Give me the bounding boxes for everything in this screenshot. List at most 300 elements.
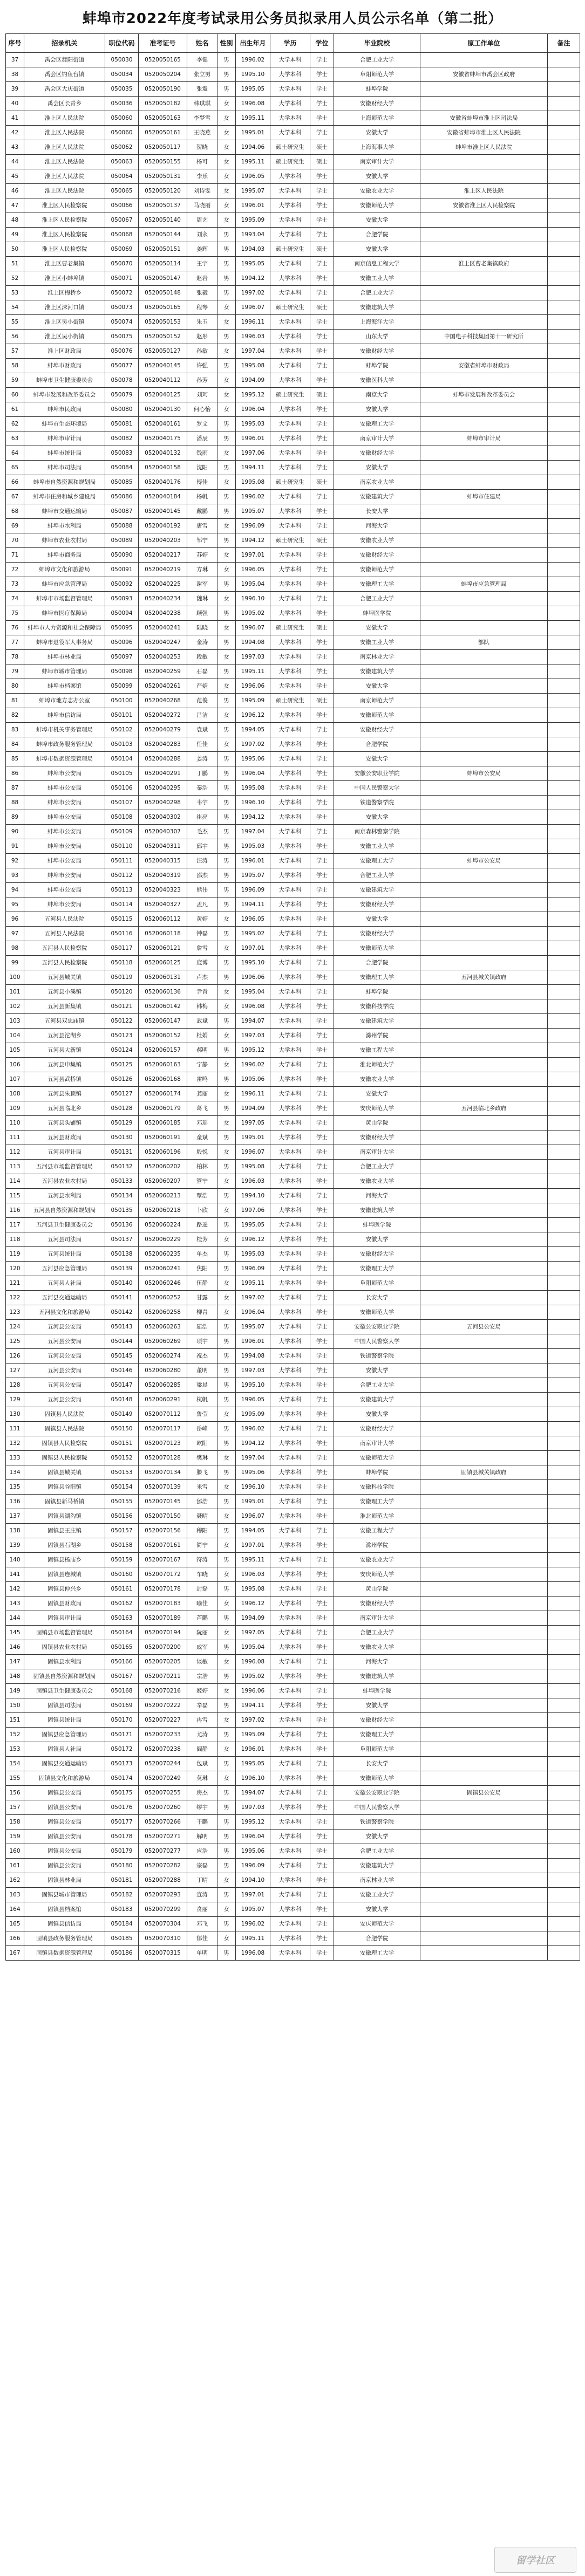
- table-cell: 何心怡: [187, 402, 217, 417]
- table-cell: 女: [217, 679, 236, 694]
- table-cell: 固镇县公安局: [24, 1859, 105, 1873]
- table-cell: 蚌埠市应急管理局: [24, 577, 105, 592]
- table-cell: 165: [6, 1917, 24, 1931]
- table-cell: 五河县人民检察院: [24, 941, 105, 956]
- table-cell: [420, 898, 548, 912]
- table-row: [6, 1378, 580, 1393]
- table-cell: 安徽财经大学: [334, 344, 420, 359]
- table-cell: 050120: [105, 985, 139, 999]
- table-cell: 050132: [105, 1160, 139, 1174]
- table-cell: 李梦雪: [187, 111, 217, 126]
- table-cell: 123: [6, 1305, 24, 1320]
- table-cell: 五河县临北乡: [24, 1101, 105, 1116]
- table-cell: 男: [217, 854, 236, 868]
- table-cell: 长安大学: [334, 504, 420, 519]
- table-cell: [548, 1218, 580, 1232]
- table-cell: 朱玉: [187, 315, 217, 330]
- table-cell: 学士: [310, 1931, 334, 1946]
- table-cell: 学士: [310, 1495, 334, 1509]
- table-cell: 1995.02: [236, 927, 270, 941]
- table-row: [6, 330, 580, 344]
- table-cell: 安徽理工大学: [334, 1946, 420, 1961]
- table-cell: 0520050148: [139, 286, 187, 300]
- table-row: [6, 1917, 580, 1931]
- table-cell: 男: [217, 228, 236, 242]
- table-cell: 0520070117: [139, 1422, 187, 1436]
- table-cell: 118: [6, 1232, 24, 1247]
- table-cell: 学士: [310, 1742, 334, 1757]
- table-cell: 100: [6, 970, 24, 985]
- table-row: [6, 286, 580, 300]
- table-cell: 男: [217, 1364, 236, 1378]
- table-cell: [548, 242, 580, 257]
- table-cell: 138: [6, 1524, 24, 1538]
- table-cell: 学士: [310, 67, 334, 82]
- header-cell: 原工作单位: [420, 34, 548, 53]
- table-cell: 126: [6, 1349, 24, 1364]
- table-cell: 0520060131: [139, 970, 187, 985]
- table-cell: 贺晓: [187, 140, 217, 155]
- table-cell: 0520060191: [139, 1131, 187, 1145]
- table-cell: 050149: [105, 1407, 139, 1422]
- table-row: [6, 504, 580, 519]
- table-cell: 安徽农业大学: [334, 1553, 420, 1567]
- table-cell: 男: [217, 956, 236, 970]
- table-cell: 安徽大学: [334, 1087, 420, 1101]
- table-row: [6, 1844, 580, 1859]
- table-cell: [548, 621, 580, 635]
- table-cell: 五河县农业农村局: [24, 1174, 105, 1189]
- table-cell: 学士: [310, 82, 334, 97]
- table-cell: 大学本科: [270, 679, 310, 694]
- table-cell: 五河县头铺镇: [24, 1116, 105, 1131]
- table-cell: 滕飞: [187, 1465, 217, 1480]
- table-cell: 050072: [105, 286, 139, 300]
- table-cell: 0520070271: [139, 1830, 187, 1844]
- table-cell: 阜阳师范大学: [334, 1276, 420, 1291]
- table-cell: 姬婷: [187, 1684, 217, 1698]
- table-cell: 蚌埠市应急管理局: [420, 577, 548, 592]
- table-cell: [420, 1713, 548, 1728]
- table-cell: [420, 1043, 548, 1058]
- table-cell: 0520070315: [139, 1946, 187, 1961]
- table-cell: 大学本科: [270, 1844, 310, 1859]
- table-row: [6, 1262, 580, 1276]
- table-row: [6, 461, 580, 475]
- table-cell: 山东大学: [334, 330, 420, 344]
- table-cell: 硕士研究生: [270, 475, 310, 490]
- table-cell: 学士: [310, 431, 334, 446]
- table-cell: 1996.07: [236, 621, 270, 635]
- table-cell: [548, 1655, 580, 1669]
- table-cell: 46: [6, 184, 24, 198]
- table-cell: 60: [6, 388, 24, 402]
- table-cell: 学士: [310, 810, 334, 825]
- table-cell: 学士: [310, 1844, 334, 1859]
- table-cell: 1996.02: [236, 1422, 270, 1436]
- table-cell: 0520060263: [139, 1320, 187, 1334]
- table-cell: 安徽建筑大学: [334, 883, 420, 898]
- table-cell: 大学本科: [270, 1029, 310, 1043]
- table-cell: 南京审计大学: [334, 431, 420, 446]
- table-cell: 解明: [187, 1830, 217, 1844]
- table-cell: [548, 766, 580, 781]
- table-cell: 学士: [310, 257, 334, 271]
- table-cell: [548, 1844, 580, 1859]
- table-cell: 学士: [310, 1538, 334, 1553]
- table-cell: 38: [6, 67, 24, 82]
- table-cell: 女: [217, 1873, 236, 1888]
- table-cell: 女: [217, 941, 236, 956]
- table-cell: 1996.06: [236, 1684, 270, 1698]
- table-cell: [420, 548, 548, 563]
- table-cell: 刘永: [187, 228, 217, 242]
- table-cell: 1996.03: [236, 1174, 270, 1189]
- table-cell: 男: [217, 1349, 236, 1364]
- table-cell: 蚌埠市公安局: [24, 825, 105, 839]
- table-cell: 大学本科: [270, 1582, 310, 1597]
- table-cell: [420, 504, 548, 519]
- table-cell: 大学本科: [270, 664, 310, 679]
- table-cell: [548, 548, 580, 563]
- table-cell: 固镇县人社局: [24, 1742, 105, 1757]
- table-row: [6, 519, 580, 533]
- table-cell: 0520060152: [139, 1029, 187, 1043]
- table-cell: 固镇县卫生健康委员会: [24, 1684, 105, 1698]
- table-cell: 男: [217, 1524, 236, 1538]
- table-cell: 安徽师范大学: [334, 1305, 420, 1320]
- table-cell: 淮上区人民法院: [24, 155, 105, 169]
- table-cell: 1996.10: [236, 1480, 270, 1495]
- table-cell: [548, 1742, 580, 1757]
- table-cell: [420, 373, 548, 388]
- table-cell: 安徽师范大学: [334, 708, 420, 723]
- table-cell: 1994.07: [236, 1786, 270, 1800]
- table-cell: 男: [217, 606, 236, 621]
- table-cell: 050109: [105, 825, 139, 839]
- table-cell: [420, 402, 548, 417]
- table-cell: 大学本科: [270, 941, 310, 956]
- table-row: [6, 1553, 580, 1567]
- table-cell: [420, 1873, 548, 1888]
- table-cell: 0520070249: [139, 1771, 187, 1786]
- table-cell: 59: [6, 373, 24, 388]
- table-cell: 中国电子科技集团第十一研究所: [420, 330, 548, 344]
- table-cell: 0520050147: [139, 271, 187, 286]
- table-cell: 淮上区人民检察院: [24, 228, 105, 242]
- table-row: [6, 1451, 580, 1465]
- table-cell: 050135: [105, 1203, 139, 1218]
- table-cell: 女: [217, 1902, 236, 1917]
- table-cell: 桂芳: [187, 1232, 217, 1247]
- table-cell: [420, 1451, 548, 1465]
- table-cell: [548, 1800, 580, 1815]
- table-cell: [420, 927, 548, 941]
- table-cell: 0520040217: [139, 548, 187, 563]
- table-cell: 安徽财经大学: [334, 898, 420, 912]
- table-cell: 050170: [105, 1713, 139, 1728]
- table-cell: 女: [217, 1291, 236, 1305]
- table-cell: [548, 344, 580, 359]
- table-cell: 蚌埠市水利局: [24, 519, 105, 533]
- table-cell: 淮上区人民检察院: [24, 242, 105, 257]
- table-header-row: [6, 34, 580, 53]
- table-cell: 0520050144: [139, 228, 187, 242]
- table-cell: [548, 446, 580, 461]
- table-cell: 大学本科: [270, 1262, 310, 1276]
- table-cell: 145: [6, 1626, 24, 1640]
- table-cell: 大学本科: [270, 1597, 310, 1611]
- table-cell: 学士: [310, 1320, 334, 1334]
- table-cell: [420, 242, 548, 257]
- table-cell: 硕士: [310, 694, 334, 708]
- table-cell: 学士: [310, 1436, 334, 1451]
- table-cell: 大学本科: [270, 1888, 310, 1902]
- table-cell: 大学本科: [270, 1131, 310, 1145]
- table-cell: 1996.02: [236, 490, 270, 504]
- table-cell: 安徽理工大学: [334, 1495, 420, 1509]
- table-cell: 大学本科: [270, 126, 310, 140]
- table-cell: 050159: [105, 1553, 139, 1567]
- table-cell: [548, 1029, 580, 1043]
- table-cell: [420, 1611, 548, 1626]
- table-cell: 1997.01: [236, 548, 270, 563]
- table-cell: 050094: [105, 606, 139, 621]
- table-cell: 78: [6, 650, 24, 664]
- table-cell: 南京大学: [334, 388, 420, 402]
- table-cell: 女: [217, 373, 236, 388]
- table-cell: 蚌埠医学院: [334, 1684, 420, 1698]
- table-cell: 安徽大学: [334, 1902, 420, 1917]
- header-cell: 姓名: [187, 34, 217, 53]
- table-cell: 蚌埠市住房和城乡建设局: [24, 490, 105, 504]
- table-cell: 128: [6, 1378, 24, 1393]
- table-row: [6, 1480, 580, 1495]
- table-cell: 合肥工业大学: [334, 1160, 420, 1174]
- table-cell: 0520050131: [139, 169, 187, 184]
- table-cell: 男: [217, 1800, 236, 1815]
- table-cell: 141: [6, 1567, 24, 1582]
- table-cell: 050107: [105, 796, 139, 810]
- table-cell: [548, 1276, 580, 1291]
- table-cell: 050112: [105, 868, 139, 883]
- table-cell: 许强: [187, 359, 217, 373]
- table-cell: 学士: [310, 1422, 334, 1436]
- table-cell: 五河县新集镇: [24, 999, 105, 1014]
- table-cell: 1997.06: [236, 446, 270, 461]
- table-cell: 0520040261: [139, 679, 187, 694]
- table-cell: 男: [217, 533, 236, 548]
- table-cell: 固镇县人民法院: [24, 1422, 105, 1436]
- table-row: [6, 1830, 580, 1844]
- table-cell: 管宁: [187, 1174, 217, 1189]
- table-cell: [548, 111, 580, 126]
- table-cell: 0520070222: [139, 1698, 187, 1713]
- table-cell: 金涛: [187, 635, 217, 650]
- table-cell: 女: [217, 912, 236, 927]
- table-cell: 男: [217, 1101, 236, 1116]
- table-cell: 蚌埠市统计局: [24, 446, 105, 461]
- header-cell: 学位: [310, 34, 334, 53]
- table-cell: 学士: [310, 1509, 334, 1524]
- table-cell: 学士: [310, 1451, 334, 1465]
- table-cell: 73: [6, 577, 24, 592]
- table-cell: 安徽大学: [334, 1407, 420, 1422]
- table-cell: 安徽建筑大学: [334, 1393, 420, 1407]
- table-cell: 0520050140: [139, 213, 187, 228]
- table-row: [6, 1495, 580, 1509]
- table-cell: 76: [6, 621, 24, 635]
- table-cell: 部队: [420, 635, 548, 650]
- table-cell: 学士: [310, 839, 334, 854]
- table-row: [6, 1946, 580, 1961]
- table-cell: 安徽公安职业学院: [334, 1786, 420, 1800]
- table-cell: 安徽大学: [334, 126, 420, 140]
- table-cell: [548, 1684, 580, 1698]
- table-cell: 119: [6, 1247, 24, 1262]
- table-cell: 1996.10: [236, 1771, 270, 1786]
- table-cell: 1993.04: [236, 228, 270, 242]
- table-cell: 1997.04: [236, 344, 270, 359]
- table-cell: 安徽省蚌埠市财政局: [420, 359, 548, 373]
- table-cell: 安徽农业大学: [334, 184, 420, 198]
- table-cell: 77: [6, 635, 24, 650]
- table-cell: 蚌埠市公安局: [24, 810, 105, 825]
- table-cell: 1995.05: [236, 82, 270, 97]
- table-cell: 050106: [105, 781, 139, 796]
- table-cell: [548, 1393, 580, 1407]
- table-cell: 学士: [310, 402, 334, 417]
- table-cell: 大学本科: [270, 1378, 310, 1393]
- table-cell: [548, 1611, 580, 1626]
- header-cell: 备注: [548, 34, 580, 53]
- table-cell: 1996.02: [236, 1917, 270, 1931]
- table-cell: [548, 1291, 580, 1305]
- table-cell: 050153: [105, 1465, 139, 1480]
- table-cell: 学士: [310, 461, 334, 475]
- table-cell: 学士: [310, 927, 334, 941]
- table-cell: [420, 1553, 548, 1567]
- table-cell: [548, 1320, 580, 1334]
- table-cell: 0520040145: [139, 504, 187, 519]
- table-cell: 148: [6, 1669, 24, 1684]
- table-cell: 蚌埠市信访局: [24, 708, 105, 723]
- table-cell: [548, 1072, 580, 1087]
- table-cell: [548, 1859, 580, 1873]
- table-cell: 安徽工程大学: [334, 1524, 420, 1538]
- table-cell: 宗浩: [187, 1669, 217, 1684]
- table-cell: 李乐: [187, 169, 217, 184]
- table-cell: 学士: [310, 1946, 334, 1961]
- table-cell: 1997.05: [236, 1626, 270, 1640]
- table-cell: 蚌埠市司法局: [24, 461, 105, 475]
- table-cell: 男: [217, 257, 236, 271]
- table-cell: 五河县城关镇: [24, 970, 105, 985]
- table-cell: 南京森林警察学院: [334, 825, 420, 839]
- table-cell: 0520040291: [139, 766, 187, 781]
- table-row: [6, 1640, 580, 1655]
- table-cell: 女: [217, 548, 236, 563]
- table-cell: 1995.06: [236, 1072, 270, 1087]
- table-row: [6, 766, 580, 781]
- table-cell: 蚌埠市数据资源管理局: [24, 752, 105, 766]
- table-cell: 1995.03: [236, 839, 270, 854]
- table-cell: 学士: [310, 97, 334, 111]
- table-cell: 83: [6, 723, 24, 737]
- table-cell: 固镇县水利局: [24, 1655, 105, 1669]
- header-cell: 出生年月: [236, 34, 270, 53]
- table-row: [6, 737, 580, 752]
- table-row: [6, 854, 580, 868]
- table-cell: 050176: [105, 1800, 139, 1815]
- table-row: [6, 431, 580, 446]
- table-cell: 禹会区长青乡: [24, 97, 105, 111]
- table-cell: 大学本科: [270, 1931, 310, 1946]
- table-cell: 男: [217, 1946, 236, 1961]
- table-cell: [420, 679, 548, 694]
- table-cell: [548, 1786, 580, 1800]
- table-row: [6, 1072, 580, 1087]
- table-cell: 大学本科: [270, 868, 310, 883]
- table-cell: 学士: [310, 825, 334, 839]
- table-cell: 固镇县交通运输局: [24, 1757, 105, 1771]
- table-cell: 大学本科: [270, 1640, 310, 1655]
- table-cell: 129: [6, 1393, 24, 1407]
- table-cell: 女: [217, 1232, 236, 1247]
- table-cell: 1995.01: [236, 1495, 270, 1509]
- table-cell: 女: [217, 140, 236, 155]
- table-row: [6, 1742, 580, 1757]
- table-cell: 65: [6, 461, 24, 475]
- table-row: [6, 373, 580, 388]
- table-cell: 0520070189: [139, 1611, 187, 1626]
- table-row: [6, 271, 580, 286]
- table-cell: 男: [217, 242, 236, 257]
- table-cell: 蚌埠市文化和旅游局: [24, 563, 105, 577]
- table-cell: [420, 1815, 548, 1830]
- table-cell: 固镇县城市管理局: [24, 1888, 105, 1902]
- table-cell: 63: [6, 431, 24, 446]
- table-cell: 安徽公安职业学院: [334, 766, 420, 781]
- table-cell: 学士: [310, 548, 334, 563]
- table-cell: 050180: [105, 1859, 139, 1873]
- table-row: [6, 388, 580, 402]
- table-cell: 1996.12: [236, 708, 270, 723]
- table-cell: 1994.05: [236, 723, 270, 737]
- table-cell: 女: [217, 737, 236, 752]
- table-cell: 中国人民警察大学: [334, 1334, 420, 1349]
- table-cell: 1996.03: [236, 1567, 270, 1582]
- table-row: [6, 708, 580, 723]
- table-cell: [548, 810, 580, 825]
- table-cell: 五河县统计局: [24, 1247, 105, 1262]
- table-cell: 大学本科: [270, 490, 310, 504]
- table-cell: 050181: [105, 1873, 139, 1888]
- table-cell: 114: [6, 1174, 24, 1189]
- table-cell: [420, 1640, 548, 1655]
- table-cell: [420, 461, 548, 475]
- table-cell: [420, 1698, 548, 1713]
- table-cell: 0520070293: [139, 1888, 187, 1902]
- table-cell: 87: [6, 781, 24, 796]
- table-cell: 050122: [105, 1014, 139, 1029]
- table-cell: 安徽省蚌埠市淮上区司法局: [420, 111, 548, 126]
- table-cell: 安徽大学: [334, 621, 420, 635]
- table-cell: 050165: [105, 1640, 139, 1655]
- table-cell: 封磊: [187, 1582, 217, 1597]
- table-cell: [548, 1131, 580, 1145]
- table-cell: 男: [217, 868, 236, 883]
